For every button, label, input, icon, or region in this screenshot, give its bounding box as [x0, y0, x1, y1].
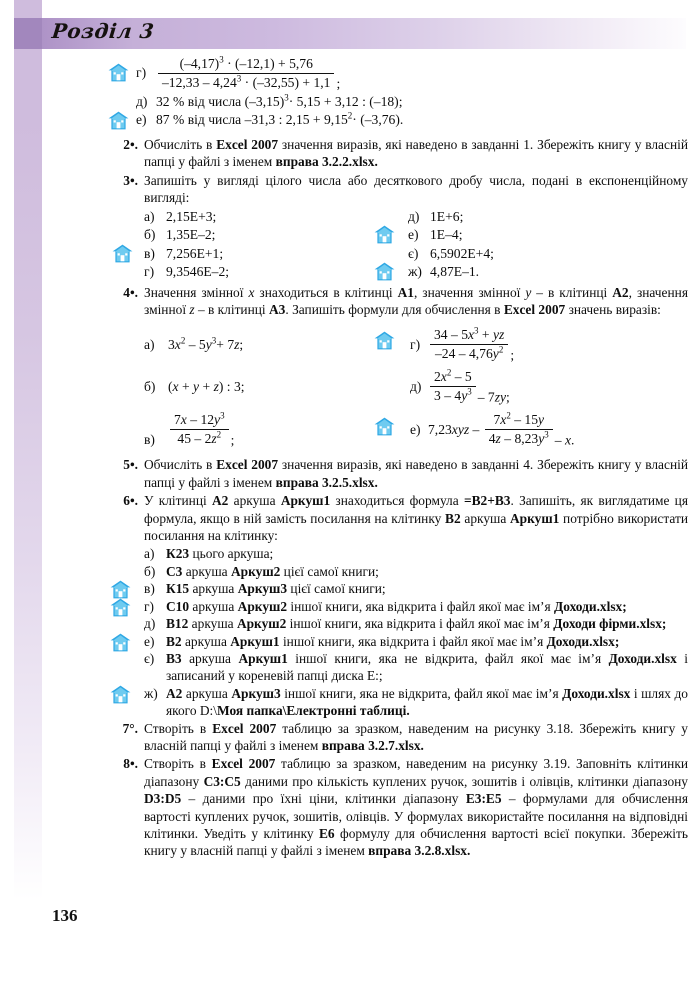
house-icon [110, 633, 131, 652]
body-text: – в клітинці [531, 284, 613, 300]
body-text: іншої книги, яка не відкрита, файл якої має ім’я [287, 650, 609, 666]
house-icon [110, 580, 131, 599]
emphasis-text: =В2+В3 [463, 493, 511, 509]
body-text: x [248, 284, 255, 300]
exercise-2 [108, 136, 688, 171]
answer-row [144, 226, 688, 245]
body-text: іншої книги, яка відкрита і файл якої має ім’я [287, 598, 555, 614]
body-text: аркуша [189, 581, 238, 597]
emphasis-text: Аркуш3 [231, 685, 281, 701]
exercise-3-answer-list [144, 208, 688, 282]
exercise-6-item [144, 580, 688, 597]
body-text: іншої книги, яка відкрита і файл якої має ім’я [286, 616, 554, 632]
item-letter: в) [144, 581, 155, 597]
formula-row-1 [144, 324, 688, 366]
emphasis-text: В12 [166, 616, 189, 632]
formula-4d: д) $\frac{2x^2 - 5}{3 - 4y^3}$ – 7zy; [410, 367, 510, 404]
exercise-6 [108, 492, 688, 544]
answer-cell [144, 263, 376, 281]
answer-cell [144, 208, 376, 226]
exercise-7 [108, 720, 688, 755]
emphasis-text: В2 [445, 510, 461, 526]
body-text: і записаний у кореневій папці диска Е:; [166, 650, 688, 684]
body-text: цього аркуша; [189, 546, 274, 562]
answer-cell [376, 208, 688, 226]
exercise-6-item [144, 563, 688, 580]
body-text: потрібно використати посилання на клітинку: [144, 510, 688, 544]
house-icon [108, 111, 129, 130]
left-margin-strip [14, 0, 42, 983]
body-text: z [189, 302, 195, 318]
body-text: аркуша [181, 633, 231, 649]
body-text: – в клітинці [194, 302, 269, 318]
exercise-3-text [144, 172, 688, 207]
emphasis-text: Доходи фірми.xlsx; [553, 616, 667, 632]
exercise-7-text [144, 720, 688, 755]
item-text [166, 545, 688, 562]
body-text: формулу для обчислення вартості всієї покупки. Збережіть книгу у власній папці у файлі з іменем [144, 825, 688, 859]
exercise-5 [108, 456, 688, 491]
emphasis-text: В3 [166, 650, 182, 666]
emphasis-text: А2 [612, 284, 629, 300]
emphasis-text: Аркуш1 [510, 510, 560, 526]
item-text [166, 615, 688, 632]
emphasis-text: D3:D5 [144, 791, 182, 807]
emphasis-text: А1 [397, 284, 414, 300]
body-text: аркуша [460, 510, 510, 526]
body-text: іншої книги, яка відкрита і файл якої має ім’я [279, 633, 547, 649]
emphasis-text: С10 [166, 598, 190, 614]
exercise-6-number: 6•. [123, 493, 138, 509]
answer-row [144, 208, 688, 227]
emphasis-text: Excel 2007 [216, 137, 279, 152]
emphasis-text: Аркуш1 [230, 633, 280, 649]
exercise-2-number: 2•. [123, 137, 138, 152]
exercise-5-text [144, 456, 688, 491]
answer-row [144, 245, 688, 264]
exercise-4 [108, 284, 688, 319]
formula-4v: в) $\frac{7x - 12y^3}{45 - 2z^2}$ ; [144, 410, 235, 447]
item-text [166, 580, 688, 597]
body-text: знаходиться в клітинці [254, 284, 398, 300]
exercise-4-formula-grid [144, 324, 688, 452]
answer-text: а) 2,15Е+3; [144, 208, 217, 224]
emphasis-text: вправа 3.2.8.xlsx. [368, 843, 471, 859]
emphasis-text: С3:С5 [203, 773, 241, 789]
emphasis-text: А2 [166, 685, 183, 701]
item-text [166, 650, 688, 685]
item-text [166, 633, 688, 650]
emphasis-text: Excel 2007 [212, 720, 277, 736]
body-text: знаходиться формула [330, 493, 464, 509]
emphasis-text: вправа 3.2.2.xlsx. [275, 154, 378, 170]
body-text: , значення змінної [144, 284, 688, 318]
formula-1e: е) 87 % від числа –31,3 : $2,15 + 9,15^2\cdot (-3,76)$. [136, 110, 404, 127]
body-text: значення виразів, які наведено в завданні 4. Збережіть книгу у власній папці у файлі з іменем [144, 457, 688, 490]
body-text: аркуша [228, 493, 281, 509]
item-text [166, 598, 688, 615]
item-letter: е) [144, 633, 155, 649]
body-text: аркуша [182, 563, 231, 579]
exercise-6-item [144, 598, 688, 615]
exercise-1-item-d [136, 94, 688, 112]
body-text: значення виразів, які наведено в завданні 1. Збережіть книгу у власній папці у файлі з іменем [144, 137, 688, 170]
house-icon [110, 598, 131, 617]
exercise-4-text [144, 284, 688, 319]
item-letter: б) [144, 563, 156, 579]
body-text: таблицю за зразком, наведеним на рисунку 3.18. Збережіть книгу у власній папці у файлі з іменем [144, 720, 688, 753]
emphasis-text: Доходи.xlsx [562, 685, 631, 701]
body-text: аркуша [189, 598, 238, 614]
body-text: даними про кількість куплених ручок, зошитів і олівців, клітинки діапазону [240, 773, 688, 789]
exercise-8-number: 8•. [123, 756, 138, 772]
answer-row [144, 263, 688, 282]
exercise-8-text [144, 755, 688, 859]
house-icon [374, 262, 395, 281]
body-text: Запишіть у вигляді цілого числа або десяткового дробу числа, подані в експоненційному вигляді: [144, 172, 688, 206]
emphasis-text: Аркуш2 [236, 616, 287, 632]
answer-cell [376, 226, 688, 244]
answer-cell [144, 226, 376, 244]
answer-text: е) 1Е–4; [408, 227, 463, 243]
formula-4b: б) (x + y + z) : 3; [144, 379, 245, 395]
body-text: цієї самої книги; [280, 563, 379, 579]
house-icon [374, 331, 395, 350]
exercise-1-item-e [136, 112, 688, 130]
body-text: аркуша [182, 685, 232, 701]
formula-row-2 [144, 366, 688, 408]
body-text: Обчисліть в [144, 457, 217, 473]
emphasis-text: А3 [269, 302, 286, 318]
body-text: – даними про їхні ціни, клітинки діапазону [181, 791, 466, 807]
answer-cell [376, 263, 688, 281]
body-text: аркуша [181, 650, 239, 666]
answer-text: д) 1Е+6; [408, 208, 464, 224]
emphasis-text: Аркуш1 [280, 493, 331, 509]
emphasis-text: Е3:Е5 [465, 791, 502, 807]
chapter-title: Розділ 3 [50, 19, 156, 43]
emphasis-text: Доходи.xlsx; [554, 598, 627, 614]
exercise-3-number: 3•. [123, 172, 138, 188]
exercise-5-number: 5•. [123, 457, 138, 473]
exercise-6-item [144, 633, 688, 650]
emphasis-text: Аркуш2 [237, 598, 288, 614]
exercise-6-item [144, 685, 688, 720]
body-text: y [525, 284, 532, 300]
answer-text: г) 9,3546Е–2; [144, 264, 230, 280]
body-text: , значення змінної [413, 284, 526, 300]
body-text: – формулами для обчислення вартості куплених ручок, зошитів, олівців. У формулах використайте посилання на відповідні клітинки. Уведіть у клітинку [144, 791, 688, 841]
answer-text: ж) 4,87Е–1. [408, 264, 480, 280]
formula-row-3 [144, 408, 688, 452]
page-number: 136 [52, 906, 78, 925]
chapter-header-cap [14, 18, 42, 49]
item-letter: є) [144, 650, 155, 666]
emphasis-text: Е6 [318, 825, 335, 841]
emphasis-text: Аркуш2 [230, 563, 281, 579]
answer-text: в) 7,256Е+1; [144, 245, 224, 261]
body-text: Створіть в [144, 720, 213, 736]
answer-text: є) 6,5902Е+4; [408, 245, 494, 261]
formula-4g: г) $\frac{34 - 5x^3 + yz}{-24 - 4,76y^2}$ ; [376, 328, 688, 363]
exercise-4-number: 4•. [123, 284, 138, 300]
body-text: цієї самої книги; [287, 581, 386, 597]
body-text: Створіть в [144, 756, 212, 772]
body-text: іншої книги, яка не відкрита, файл якої має ім’я [280, 685, 563, 701]
body-text: У клітинці [144, 493, 212, 509]
formula-4a: а) $3x^2 - 5y^3+ 7z$; [144, 335, 244, 353]
exercise-6-item [144, 545, 688, 562]
emphasis-text: К23 [166, 546, 190, 562]
emphasis-text: вправа 3.2.7.xlsx. [321, 737, 424, 753]
item-letter: ж) [144, 685, 158, 701]
exercise-1-item-g [136, 54, 688, 94]
exercise-6-item-list [144, 545, 688, 719]
emphasis-text: Excel 2007 [216, 457, 279, 473]
emphasis-text: Доходи.xlsx [608, 650, 677, 666]
item-letter: д) [144, 616, 156, 632]
emphasis-text: Excel 2007 [503, 302, 566, 318]
exercise-2-text [144, 136, 688, 171]
exercise-6-item [144, 650, 688, 685]
emphasis-text: С3 [166, 563, 183, 579]
body-text: і шлях до якого D:\ [166, 685, 688, 719]
emphasis-text: В2 [166, 633, 182, 649]
body-text: аркуша [188, 616, 237, 632]
emphasis-text: Аркуш1 [238, 650, 288, 666]
exercise-1-tail [136, 54, 688, 130]
formula-4e: е) 7,23xyz – $\frac{7x^2 - 15y}{4z - 8,23y^3}$ – x. [376, 413, 688, 448]
emphasis-text: Excel 2007 [211, 756, 276, 772]
body-text: таблицю за зразком, наведеним на рисунку 3.19. Заповніть клітинки діапазону [144, 756, 688, 789]
item-text [166, 563, 688, 580]
item-letter: а) [144, 546, 155, 562]
answer-text: б) 1,35Е–2; [144, 227, 216, 243]
body-text: Обчисліть в [144, 137, 217, 152]
exercise-6-text [144, 492, 688, 544]
house-icon [374, 225, 395, 244]
answer-cell [144, 245, 376, 263]
house-icon [108, 63, 129, 82]
body-text: . Запишіть формули для обчислення в [285, 302, 504, 318]
emphasis-text: К15 [166, 581, 190, 597]
body-text: . Запишіть, як виглядатиме ця формула, якщо в ній замість посилання на клітинку [144, 493, 688, 526]
item-text [166, 685, 688, 720]
emphasis-text: Моя папка\Електронні таблиці. [217, 703, 410, 719]
formula-1d: д) 32 % від числа $(-3,15)^3\cdot 5,15 + 3,12$ : (–18); [136, 92, 403, 109]
exercise-6-item [144, 615, 688, 632]
house-icon [374, 417, 395, 436]
emphasis-text: вправа 3.2.5.xlsx. [275, 474, 378, 490]
exercise-7-number: 7°. [122, 720, 138, 736]
body-text: значень виразів: [565, 302, 661, 318]
body-text: Значення змінної [144, 284, 249, 300]
formula-1g: г) $\frac{(-4,17)^3 \cdot (-12,1) + 5,76}{-12,33 - 4,24^3 \cdot (-32,55) + 1,1}$ ; [136, 53, 341, 91]
house-icon [110, 685, 131, 704]
emphasis-text: Аркуш3 [237, 581, 288, 597]
item-letter: г) [144, 598, 154, 614]
exercise-3 [108, 172, 688, 207]
emphasis-text: А2 [212, 493, 229, 509]
exercise-list [108, 54, 688, 861]
house-icon [112, 244, 133, 263]
emphasis-text: Доходи.xlsx; [546, 633, 620, 649]
answer-cell [376, 245, 688, 263]
exercise-8 [108, 755, 688, 859]
